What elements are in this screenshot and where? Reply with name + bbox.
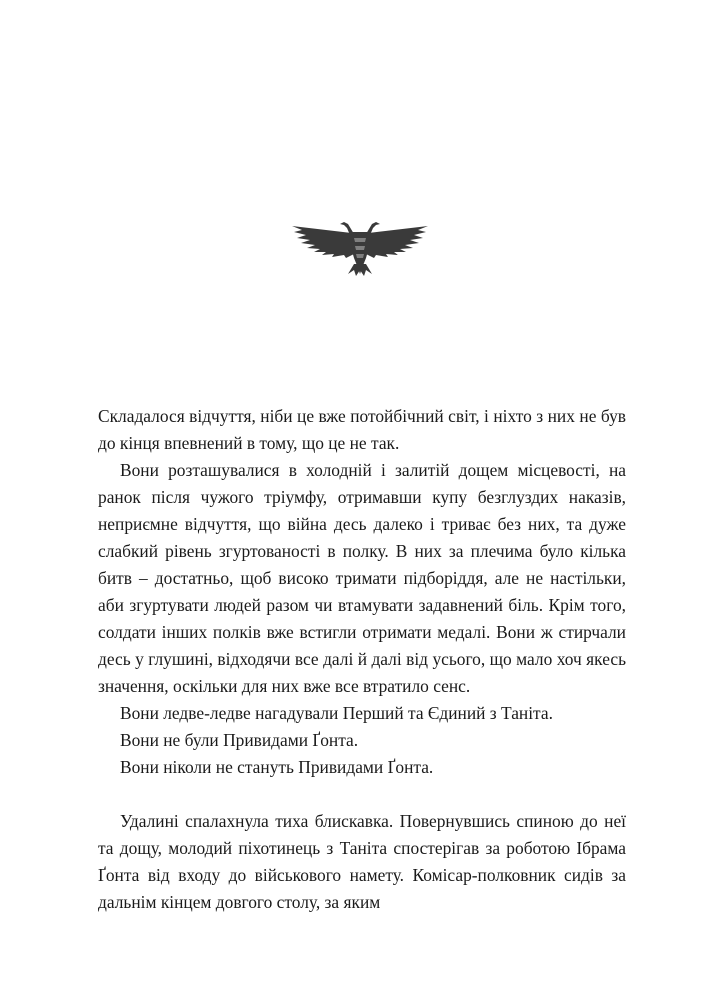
- chapter-text: [98, 403, 626, 916]
- paragraph: Вони розташувалися в холодній і залитій дощем місцевості, на ранок після чужого тріумфу, отримавши купу безглуздих наказів, неприємне відчуття, що війна десь далеко і триває без них, та дуже слабкий рівень згуртованості в полку. В них за плечима було кілька битв – достатньо, щоб високо тримати підборіддя, але не настільки, аби згуртувати людей разом чи втамувати задавнений біль. Крім того, солдати інших полків вже встигли отримати медалі. Вони ж стирчали десь у глушині, відходячи все далі й далі від усього, що мало хоч якесь значення, оскільки для них вже все втратило сенс.: [98, 460, 626, 696]
- paragraph: Складалося відчуття, ніби це вже потойбічний світ, і ніхто з них не був до кінця впевнений в тому, що це не так.: [98, 406, 626, 453]
- paragraph: Вони ледве-ледве нагадували Перший та Єдиний з Таніта.: [120, 703, 553, 723]
- paragraph: Удалині спалахнула тиха блискавка. Повернувшись спиною до неї та дощу, молодий піхотинець з Таніта спостерігав за роботою Ібрама Ґонта від входу до військового намету. Комісар-полковник сидів за дальнім кінцем довгого столу, за яким: [98, 811, 626, 912]
- section-break: [98, 781, 626, 808]
- paragraph: Вони не були Привидами Ґонта.: [120, 730, 359, 750]
- paragraph: Вони ніколи не стануть Привидами Ґонта.: [120, 757, 434, 777]
- aquila-icon: [288, 214, 432, 278]
